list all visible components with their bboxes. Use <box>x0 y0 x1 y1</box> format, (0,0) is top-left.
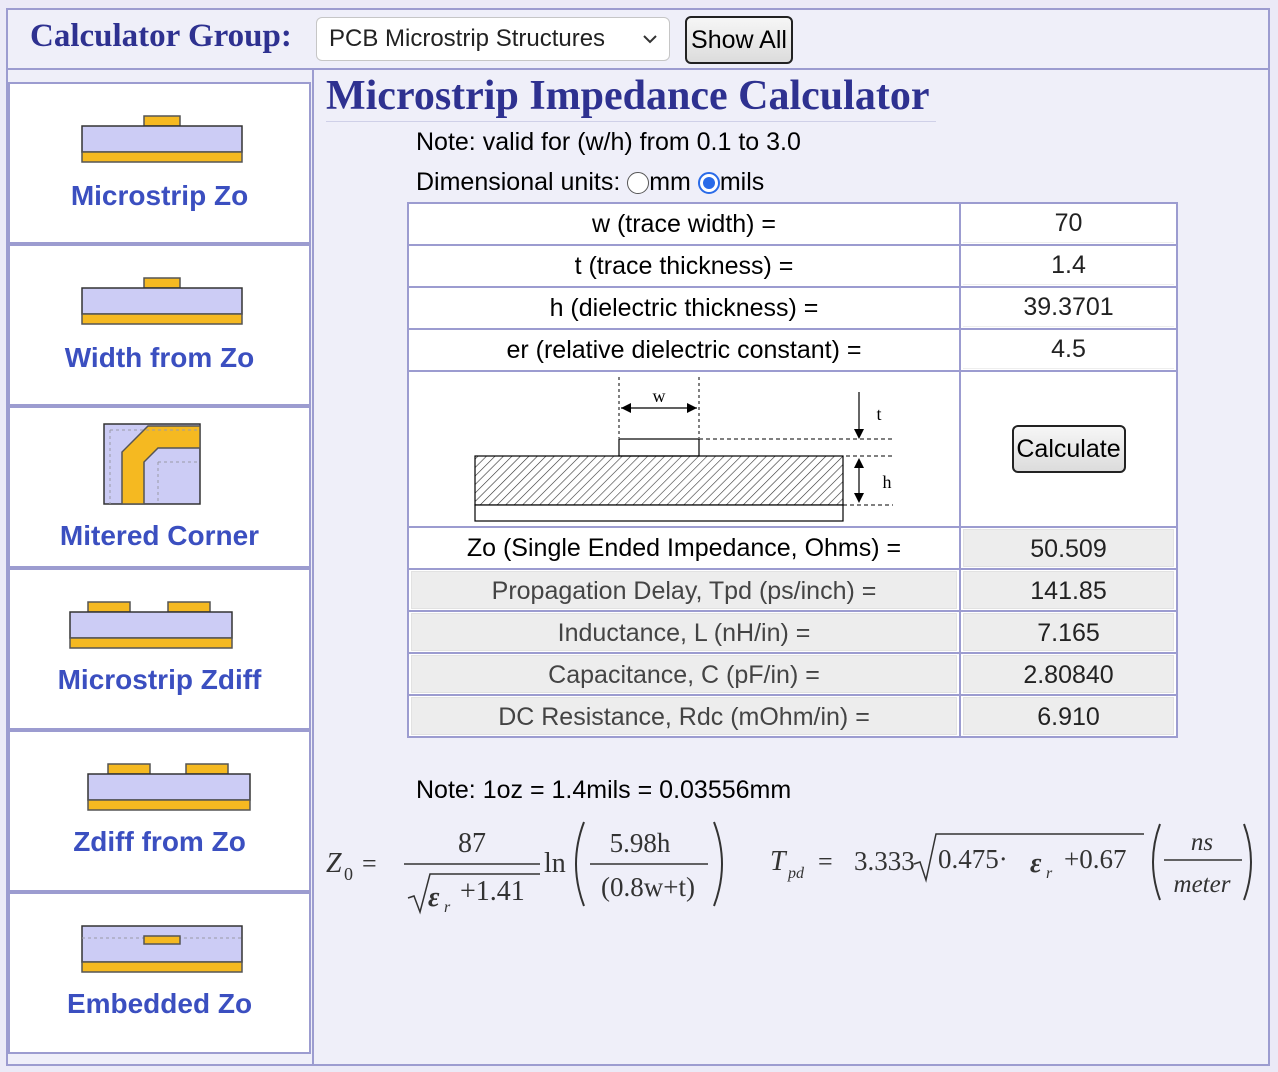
formula-er2: ε <box>1030 848 1042 879</box>
trace-width-input[interactable] <box>963 205 1174 243</box>
calculate-button[interactable]: Calculate <box>1012 425 1126 473</box>
input-label-h: h (dielectric thickness) = <box>408 287 960 329</box>
units-label: Dimensional units: <box>416 168 621 196</box>
table-row <box>408 287 1177 329</box>
sidebar-item-microstrip-zdiff[interactable] <box>8 568 311 730</box>
sidebar <box>8 82 313 1056</box>
sidebar-item-label: Embedded Zo <box>66 988 253 1019</box>
calculator-table <box>407 202 1178 738</box>
microstrip-cross-section-diagram <box>409 372 957 526</box>
table-row <box>408 245 1177 287</box>
tpd-output: 141.85 <box>963 571 1174 609</box>
formula-0475: 0.475· <box>938 844 1008 874</box>
diagram-t-label: t <box>876 404 882 424</box>
table-row <box>408 695 1177 737</box>
sidebar-item-zdiff-from-zo[interactable] <box>8 730 311 892</box>
units-row <box>416 168 764 197</box>
output-label-capacitance: Capacitance, C (pF/in) = <box>411 655 957 693</box>
embedded-microstrip-icon <box>80 924 244 976</box>
radio-mils[interactable] <box>698 172 720 194</box>
group-label: Calculator Group: <box>30 18 292 54</box>
input-label-er: er (relative dielectric constant) = <box>408 329 960 371</box>
formula-ns: ns <box>1190 829 1214 856</box>
output-label-tpd: Propagation Delay, Tpd (ps/inch) = <box>411 571 957 609</box>
formula-meter: meter <box>1173 871 1231 898</box>
chevron-down-icon <box>641 30 659 48</box>
mitered-corner-icon <box>102 422 204 508</box>
formula-ln: ln <box>544 848 566 879</box>
zo-output: 50.509 <box>963 529 1174 567</box>
formula-141: +1.41 <box>460 876 525 907</box>
input-label-t: t (trace thickness) = <box>408 245 960 287</box>
sidebar-item-embedded-zo[interactable] <box>8 892 311 1054</box>
dielectric-thickness-input[interactable] <box>963 289 1174 327</box>
impedance-formula <box>322 818 742 922</box>
formula-08wt: (0.8w+t) <box>601 872 695 902</box>
table-row <box>408 569 1177 611</box>
input-label-w: w (trace width) = <box>408 203 960 245</box>
validity-note: Note: valid for (w/h) from 0.1 to 3.0 <box>416 128 801 156</box>
sidebar-item-microstrip-zo[interactable] <box>8 82 311 244</box>
delay-formula <box>766 818 1262 908</box>
sidebar-item-mitered-corner[interactable] <box>8 406 311 568</box>
table-row <box>408 527 1177 569</box>
diagram-w-label: w <box>652 386 666 406</box>
unit-mils-label: mils <box>719 168 765 196</box>
show-all-button[interactable]: Show All <box>685 16 793 64</box>
formula-598h: 5.98h <box>609 828 671 858</box>
sidebar-item-label: Width from Zo <box>64 342 255 373</box>
inductance-output: 7.165 <box>963 613 1174 651</box>
formula-87: 87 <box>458 828 486 859</box>
zo-symbol: Z <box>326 848 342 879</box>
differential-microstrip-icon <box>86 762 254 814</box>
table-row <box>408 203 1177 245</box>
table-row <box>408 653 1177 695</box>
zo-equals: = <box>362 849 377 878</box>
sidebar-item-label: Microstrip Zo <box>70 180 249 211</box>
diagram-cell <box>408 371 960 527</box>
sidebar-item-label: Microstrip Zdiff <box>57 664 262 695</box>
tpd-symbol: T <box>770 846 786 877</box>
capacitance-output: 2.80840 <box>963 655 1174 693</box>
output-label-inductance: Inductance, L (nH/in) = <box>411 613 957 651</box>
formula-er2-sub: r <box>1046 865 1053 882</box>
sidebar-item-label: Zdiff from Zo <box>73 826 246 857</box>
dielectric-constant-input[interactable] <box>963 331 1174 369</box>
main-divider <box>312 70 314 1066</box>
oz-note: Note: 1oz = 1.4mils = 0.03556mm <box>416 776 792 804</box>
formula-er: ε <box>428 882 440 913</box>
microstrip-icon <box>80 276 244 328</box>
unit-mm-label: mm <box>649 168 691 196</box>
table-row <box>408 329 1177 371</box>
tpd-subscript: pd <box>788 865 804 882</box>
radio-mm[interactable] <box>627 172 649 194</box>
output-label-zo: Zo (Single Ended Impedance, Ohms) = <box>408 527 960 569</box>
differential-microstrip-icon <box>68 600 236 652</box>
sidebar-item-label: Mitered Corner <box>59 520 260 551</box>
table-row <box>408 611 1177 653</box>
sidebar-item-width-from-zo[interactable] <box>8 244 311 406</box>
microstrip-icon <box>80 114 244 166</box>
page-title: Microstrip Impedance Calculator <box>326 73 930 119</box>
resistance-output: 6.910 <box>963 697 1174 735</box>
zo-subscript: 0 <box>344 864 353 884</box>
diagram-h-label: h <box>882 472 892 492</box>
table-row <box>408 371 1177 527</box>
title-underline <box>326 121 936 122</box>
formula-067: +0.67 <box>1064 844 1127 874</box>
trace-thickness-input[interactable] <box>963 247 1174 285</box>
tpd-equals: = <box>818 847 833 876</box>
formula-3333: 3.333 <box>854 846 915 876</box>
group-select-value: PCB Microstrip Structures <box>329 25 606 52</box>
header-bar <box>6 8 1270 70</box>
formula-er-sub: r <box>444 899 451 916</box>
output-label-resistance: DC Resistance, Rdc (mOhm/in) = <box>411 697 957 735</box>
group-select[interactable] <box>316 17 670 61</box>
